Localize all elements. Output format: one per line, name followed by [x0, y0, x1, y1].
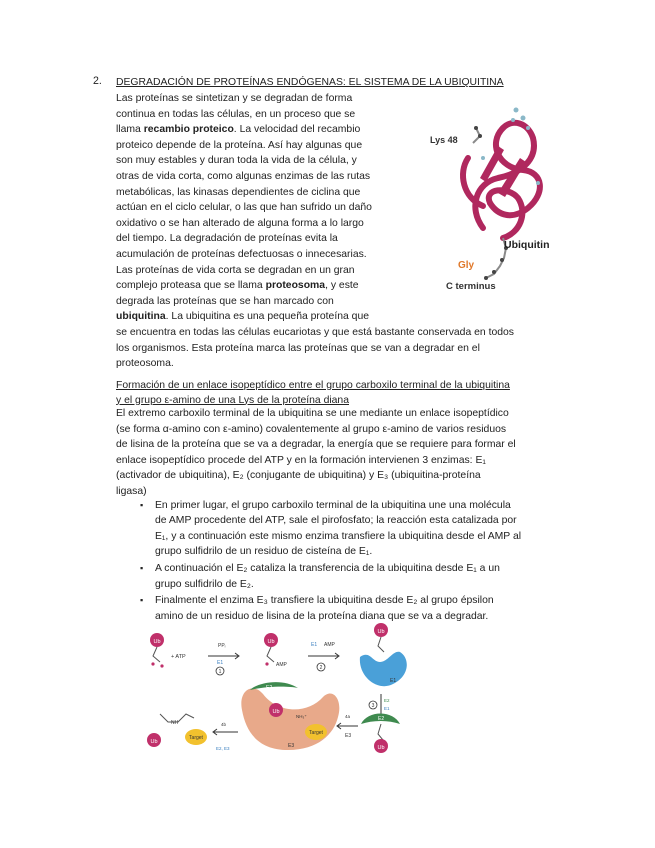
svg-text:4b: 4b — [221, 722, 227, 727]
e1-enzyme-shape — [360, 652, 407, 686]
para-line: ligasa) — [116, 486, 147, 497]
intro-line: son muy estables y duran toda la vida de la célula, y — [116, 155, 357, 167]
bullet-marker: ▪ — [140, 595, 144, 606]
intro-line: ubiquitina. La ubiquitina es una pequeña proteína que — [116, 311, 370, 323]
svg-text:E1: E1 — [311, 642, 318, 648]
bullet-line: A continuación el E₂ cataliza la transferencia de la ubiquitina desde E₁ a un — [155, 563, 500, 575]
bullet-line: Finalmente el enzima E₃ transfiere la ubiquitina desde E₂ al grupo épsilon — [155, 595, 494, 607]
svg-text:Ub: Ub — [267, 639, 275, 645]
e3-enzyme-shape — [241, 688, 339, 750]
ubiquitination-scheme-figure — [138, 622, 458, 772]
svg-text:4a: 4a — [345, 714, 351, 719]
svg-text:E1: E1 — [390, 678, 397, 684]
para-line: de lisina de la proteína que se va a degradar, la energía que se requiere para formar el — [116, 439, 516, 451]
intro-line: actúan en el ciclo celular, o las que han sufrido un daño — [116, 202, 372, 214]
intro-line: los organismos. Esta proteína marca las proteínas que se van a degradar en el — [116, 342, 480, 354]
section-number: 2. — [93, 75, 102, 87]
svg-text:E3: E3 — [345, 733, 352, 739]
svg-text:AMP: AMP — [276, 662, 287, 668]
bullet-line: amino de un residuo de lisina de la proteína diana que se va a degradar. — [155, 610, 489, 622]
para-line: (se forma α-amino con ε-amino) covalentemente al grupo ε-amino de varios residuos — [116, 423, 507, 435]
svg-text:Ub: Ub — [153, 639, 161, 645]
svg-text:3: 3 — [371, 703, 375, 709]
ubiquitin-label: Ubiquitin — [504, 239, 550, 251]
bullet-line: de AMP procedente del ATP, sale el pirofosfato; la reacción esta catalizada por — [155, 515, 517, 527]
svg-text:Target: Target — [309, 730, 323, 736]
svg-text:E3: E3 — [288, 743, 295, 749]
gly-label: Gly — [458, 260, 475, 271]
c-terminus-label: C terminus — [446, 281, 496, 292]
intro-line: metabólicas, las kinasas dependientes de ciclina que — [116, 186, 361, 198]
intro-line: se encuentra en todas las células eucariotas y que está bastante conservada en todos — [116, 327, 514, 338]
bullet-line: En primer lugar, el grupo carboxilo terminal de la ubiquitina une una molécula — [155, 500, 511, 511]
intro-line: llama recambio proteico. La velocidad del recambio — [116, 124, 361, 136]
intro-line: complejo proteasa que se llama proteosoma, y este — [116, 280, 359, 292]
intro-line: del tiempo. La degradación de proteínas evita la — [116, 233, 338, 245]
svg-text:PPᵢ: PPᵢ — [218, 643, 226, 649]
intro-line: otras de vida corta, como algunas enzimas de las rutas — [116, 171, 371, 182]
bullet-line: grupo sulfidrilo de E₂. — [155, 578, 254, 590]
intro-line: Las proteínas se sintetizan y se degradan de forma — [116, 93, 353, 104]
intro-line: Las proteínas de vida corta se degradan en un gran — [116, 264, 355, 276]
svg-text:E2: E2 — [378, 716, 385, 722]
ubiquitin-structure-figure — [428, 98, 568, 298]
intro-line: acumulación de proteínas defectuosas o innecesarias. — [116, 249, 367, 260]
para-line: (activador de ubiquitina), E₂ (conjugante de ubiquitina) y E₃ (ubiquitina-proteína — [116, 470, 481, 482]
bullet-line: grupo sulfidrilo de un residuo de cisteína de E₁. — [155, 546, 373, 558]
para-line: enlace isopeptídico procede del ATP y en la formación intervienen 3 enzimas: E₁ — [116, 454, 486, 466]
svg-text:Ub: Ub — [272, 709, 280, 715]
intro-line: degrada las proteínas que se han marcado con — [116, 295, 334, 307]
bullet-line: E₁, y a continuación este mismo enzima transfiere la ubiquitina desde el AMP al — [155, 530, 522, 542]
svg-text:Ub: Ub — [150, 739, 158, 745]
svg-text:1: 1 — [218, 669, 222, 675]
intro-line: oxidativo o se han alterado de alguna forma a lo largo — [116, 217, 364, 229]
subheading-line: y el grupo ε-amino de una Lys de la proteína diana — [116, 394, 349, 406]
svg-text:NH: NH — [171, 720, 179, 726]
svg-text:Ub: Ub — [377, 629, 385, 635]
svg-text:Ub: Ub — [377, 745, 385, 751]
intro-line: proteosoma. — [116, 358, 174, 370]
para-line: El extremo carboxilo terminal de la ubiquitina se une mediante un enlace isopeptídico — [116, 408, 509, 419]
subheading-line: Formación de un enlace isopeptídico entre el grupo carboxilo terminal de la ubiquitina — [116, 380, 510, 391]
svg-text:Target: Target — [189, 735, 203, 741]
svg-text:E2, E3: E2, E3 — [216, 746, 230, 751]
svg-text:E1: E1 — [217, 660, 224, 666]
svg-text:E2: E2 — [266, 685, 273, 691]
svg-text:E1: E1 — [384, 706, 390, 711]
svg-text:E2: E2 — [384, 698, 390, 703]
bullet-marker: ▪ — [140, 500, 144, 510]
section-heading: DEGRADACIÓN DE PROTEÍNAS ENDÓGENAS: EL SISTEMA DE LA UBIQUITINA — [116, 77, 504, 88]
intro-line: proteico depende de la proteína. Así hay algunas que — [116, 139, 363, 151]
svg-text:2: 2 — [319, 665, 323, 671]
intro-line: continua en todas las células, en un proceso que se — [116, 108, 356, 120]
svg-text:NH₃⁺: NH₃⁺ — [296, 714, 307, 719]
bullet-marker: ▪ — [140, 563, 144, 574]
svg-text:AMP: AMP — [324, 642, 335, 648]
lys48-label: Lys 48 — [430, 135, 458, 145]
svg-text:+ ATP: + ATP — [171, 654, 186, 660]
